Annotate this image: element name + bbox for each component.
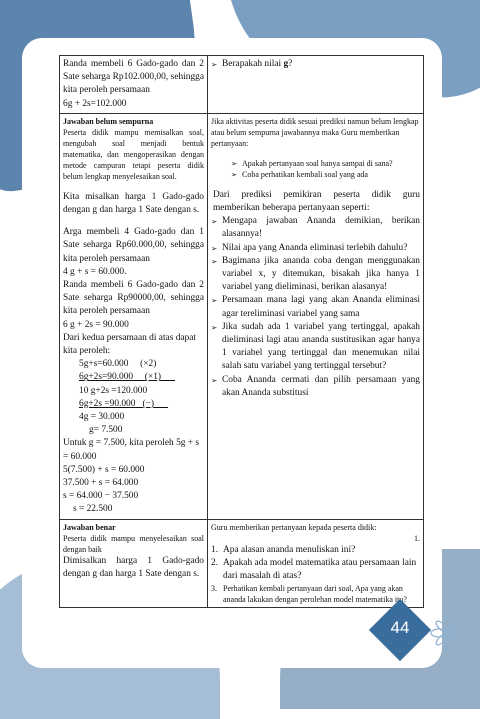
table-cell-left	[60, 519, 208, 608]
list-item	[211, 58, 420, 71]
list-item: ➢ Jika sudah ada 1 variabel yang tertinggal, apakah dieliminasi lagi atau ananda sustitusikan agar hanya 1 variabel yang tertinggal dan menemukan nilai salah satu variabel yang tertinggal tersebut?	[211, 321, 420, 374]
cell-text: Untuk g = 7.500, kita peroleh 5g + s = 60.000	[63, 438, 200, 462]
calc-line: 6g+2s=90.000 (×1)	[79, 372, 162, 383]
cell-text: Dari kedua persamaan di atas dapat kita peroleh:	[63, 332, 197, 357]
step-line: 5(7.500) + s = 60.000	[63, 464, 145, 475]
table-row	[60, 113, 424, 519]
variable-bold: g	[283, 59, 289, 69]
cell-text: Randa membeli 6 Gado-gado dan 2 Sate seharga Rp102.000,00, sehingga kita peroleh persamaan	[63, 59, 204, 96]
equation: 6g + 2s=102.000	[63, 98, 127, 109]
arrow-bullet-icon: ➢	[211, 243, 218, 253]
arrow-bullet-icon: ➢	[211, 60, 218, 69]
section-heading: Jawaban benar	[63, 522, 116, 532]
list-item: ➢ Nilai apa yang Ananda eliminasi terlebih dahulu?	[211, 242, 420, 255]
cell-intro: Peserta didik mampu menyelesaikan soal dengan baik	[63, 533, 204, 554]
list-item: ➢ Bagimana jika ananda coba dengan menggunakan variabel x, y ditemukan, bisakah jika hanya 1 variabel yang dieliminasi, berikan alasanya!	[211, 255, 420, 295]
table-cell-right	[208, 519, 424, 608]
calc-line: 10 g+2s =120.000	[79, 385, 148, 396]
arrow-bullet-icon: ➢	[211, 322, 218, 332]
list-item: ➢ Apakah pertanyaan soal hanya sampai di sana?	[231, 158, 393, 168]
arrow-bullet-icon: ➢	[211, 375, 218, 385]
cell-text: Dimisalkan harga 1 Gado-gado dengan g dan harga 1 Sate dengan s.	[63, 555, 204, 579]
page-number: 44	[390, 618, 410, 637]
bullet-text: Berapakah nilai	[222, 59, 282, 69]
list-item: ➢ Coba Ananda cermati dan pilih persamaan yang akan Ananda substitusi	[211, 374, 420, 400]
cell-intro: Guru memberikan pertanyaan kepada peserta didik:	[211, 522, 377, 532]
table-row	[60, 56, 424, 114]
cell-text: Arga membeli 4 Gado-gado dan 1 Sate seharga Rp60.000,00, sehingga kita peroleh persamaan	[63, 227, 204, 264]
flower-icon	[430, 615, 466, 651]
table-row	[60, 519, 424, 608]
list-item: 3. Perhatikan kembali pertanyaan dari soal, Apa yang akan ananda lakukan dengan perolehan model matematika itu?	[211, 584, 407, 605]
arrow-bullet-icon: ➢	[231, 169, 238, 179]
arrow-bullet-icon: ➢	[211, 217, 218, 227]
step-line: 37.500 + s = 64.000	[63, 478, 139, 489]
step-line: s = 22.500	[73, 504, 113, 515]
calc-line: 5g+s=60.000 (×2)	[79, 359, 157, 370]
list-item: ➢ Persamaan mana lagi yang akan Ananda eliminasi agar tereliminasi variabel yang sama	[211, 294, 420, 320]
arrow-bullet-icon: ➢	[211, 296, 218, 306]
calc-line: g= 7.500	[89, 425, 123, 436]
section-heading: Jawaban belum sempurna	[63, 116, 154, 126]
table-cell-right	[208, 113, 424, 519]
equation: 4 g + s = 60.000.	[63, 266, 127, 277]
list-item: 1. Apa alasan ananda menuliskan ini?	[211, 544, 356, 555]
arrow-bullet-icon: ➢	[211, 256, 218, 266]
bullet-end: ?	[288, 59, 293, 69]
table-cell-left	[60, 113, 208, 519]
table-cell-right	[208, 56, 424, 114]
cell-intro: Jika aktivitas peserta didik sesuai prediksi namun belum lengkap atau belum sempurna jawabannya maka Guru memberikan pertanyaan:	[211, 116, 419, 148]
cell-text: Randa membeli 6 Gado-gado dan 2 Sate seharga Rp90000,00, sehingga kita peroleh persamaan	[63, 280, 204, 317]
cell-intro: Peserta didik mampu memisalkan soal, mengubah soal menjadi bentuk matematika, dan mengoperasikan dengan metode campuran tetapi peserta didik belum lengkap menyelesaikan soal.	[63, 127, 204, 181]
calc-block	[63, 358, 204, 437]
cell-text: Kita misalkan harga 1 Gado-gado dengan g dan harga 1 Sate dengan s.	[63, 191, 204, 216]
calc-line: 4g = 30.000	[79, 412, 125, 423]
step-line: s = 64.000 − 37.500	[63, 491, 139, 502]
list-item: ➢ Mengapa jawaban Ananda demikian, berikan alasannya!	[211, 215, 420, 241]
equation: 6 g + 2s = 90.000	[63, 319, 129, 330]
list-item: ➢ Coba perhatikan kembali soal yang ada	[231, 169, 368, 179]
intro-number: 1.	[414, 533, 420, 543]
cell-text: Dari prediksi pemikiran peserta didik guru memberikan beberapa pertanyaan seperti:	[213, 189, 420, 214]
table-cell-left	[60, 56, 208, 114]
assessment-table	[59, 55, 424, 608]
list-item: 2. Apakah ada model matematika atau persamaan lain dari masalah di atas?	[211, 557, 417, 582]
calc-line: 6g+2s =90.000 (−)	[79, 398, 154, 409]
arrow-bullet-icon: ➢	[231, 158, 238, 168]
